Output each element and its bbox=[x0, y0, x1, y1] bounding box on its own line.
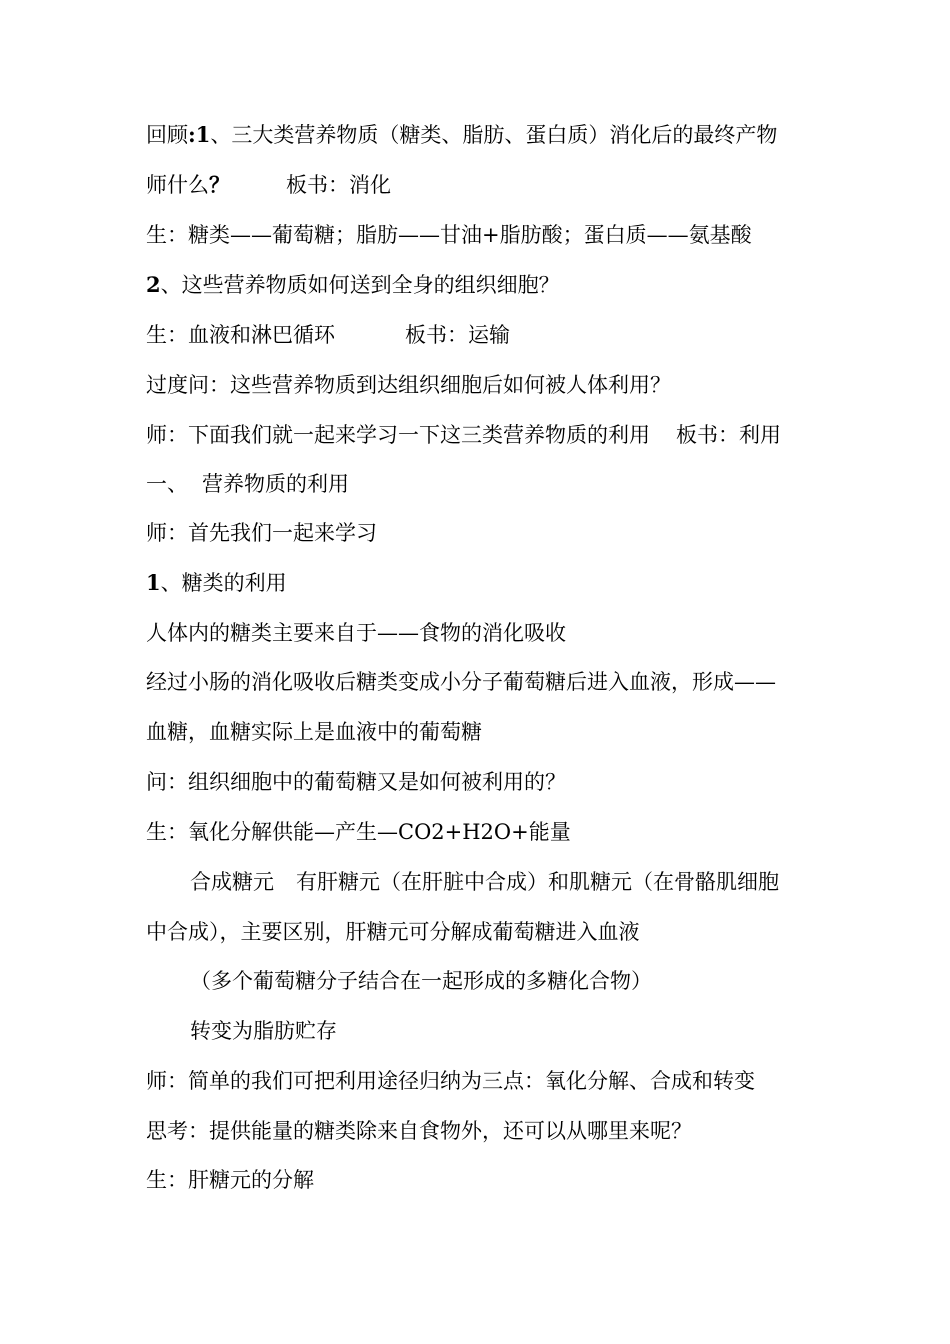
bold-segment: 2 bbox=[146, 272, 161, 297]
teacher-line: 师：首先我们一起来学习 bbox=[146, 521, 377, 545]
student-answer-transport bbox=[146, 320, 816, 350]
body-line-indented: 转变为脂肪贮存 bbox=[190, 1019, 337, 1043]
question-2 bbox=[146, 270, 816, 300]
body-line-indented: （多个葡萄糖分子结合在一起形成的多糖化合物） bbox=[190, 969, 652, 993]
body-line-indented bbox=[190, 867, 816, 897]
review-line-2 bbox=[146, 170, 816, 200]
text-segment: 师：下面我们就一起来学习一下这三类营养物质的利用 bbox=[146, 423, 650, 447]
body-line: 中合成），主要区别，肝糖元可分解成葡萄糖进入血液 bbox=[146, 920, 640, 944]
board-note: 板书：运输 bbox=[405, 323, 510, 347]
bold-segment: ？ bbox=[209, 172, 230, 197]
text-segment: 生：血液和淋巴循环 bbox=[146, 323, 335, 347]
transition-question: 过度问：这些营养物质到达组织细胞后如何被人体利用？ bbox=[146, 373, 671, 397]
student-answer-digestion: 生：糖类——葡萄糖；脂肪——甘油+脂肪酸；蛋白质——氨基酸 bbox=[146, 223, 752, 247]
text-segment: 、糖类的利用 bbox=[160, 571, 287, 595]
teacher-summary: 师：简单的我们可把利用途径归纳为三点：氧化分解、合成和转变 bbox=[146, 1069, 755, 1093]
student-answer: 生：肝糖元的分解 bbox=[146, 1168, 314, 1192]
board-note: 板书：利用 bbox=[676, 423, 781, 447]
text-segment: 、这些营养物质如何送到全身的组织细胞？ bbox=[160, 273, 560, 297]
text-segment: 回顾 bbox=[146, 123, 188, 147]
board-note: 板书：消化 bbox=[286, 173, 391, 197]
subsection-heading bbox=[146, 568, 816, 598]
thinking-question: 思考：提供能量的糖类除来自食物外，还可以从哪里来呢？ bbox=[146, 1119, 692, 1143]
text-segment: 、三大类营养物质（糖类、脂肪、蛋白质）消化后的最终产物 bbox=[210, 123, 778, 147]
body-line: 人体内的糖类主要来自于——食物的消化吸收 bbox=[146, 621, 566, 645]
question-line: 问：组织细胞中的葡萄糖又是如何被利用的？ bbox=[146, 770, 566, 794]
teacher-intro bbox=[146, 420, 816, 450]
section-title: 营养物质的利用 bbox=[202, 472, 349, 496]
review-line-1 bbox=[146, 120, 816, 150]
bold-segment: 1 bbox=[146, 570, 161, 595]
student-answer: 生：氧化分解供能—产生—CO2+H2O+能量 bbox=[146, 820, 571, 844]
section-heading bbox=[146, 469, 816, 499]
body-line: 血糖，血糖实际上是血液中的葡萄糖 bbox=[146, 720, 482, 744]
text-segment: 有肝糖元（在肝脏中合成）和肌糖元（在骨骼肌细胞 bbox=[296, 870, 779, 894]
section-number: 一、 bbox=[146, 472, 188, 496]
body-line: 经过小肠的消化吸收后糖类变成小分子葡萄糖后进入血液，形成—— bbox=[146, 670, 776, 694]
text-segment: 师什么 bbox=[146, 173, 209, 197]
text-segment: 合成糖元 bbox=[190, 870, 274, 894]
bold-segment: :1 bbox=[188, 122, 211, 147]
